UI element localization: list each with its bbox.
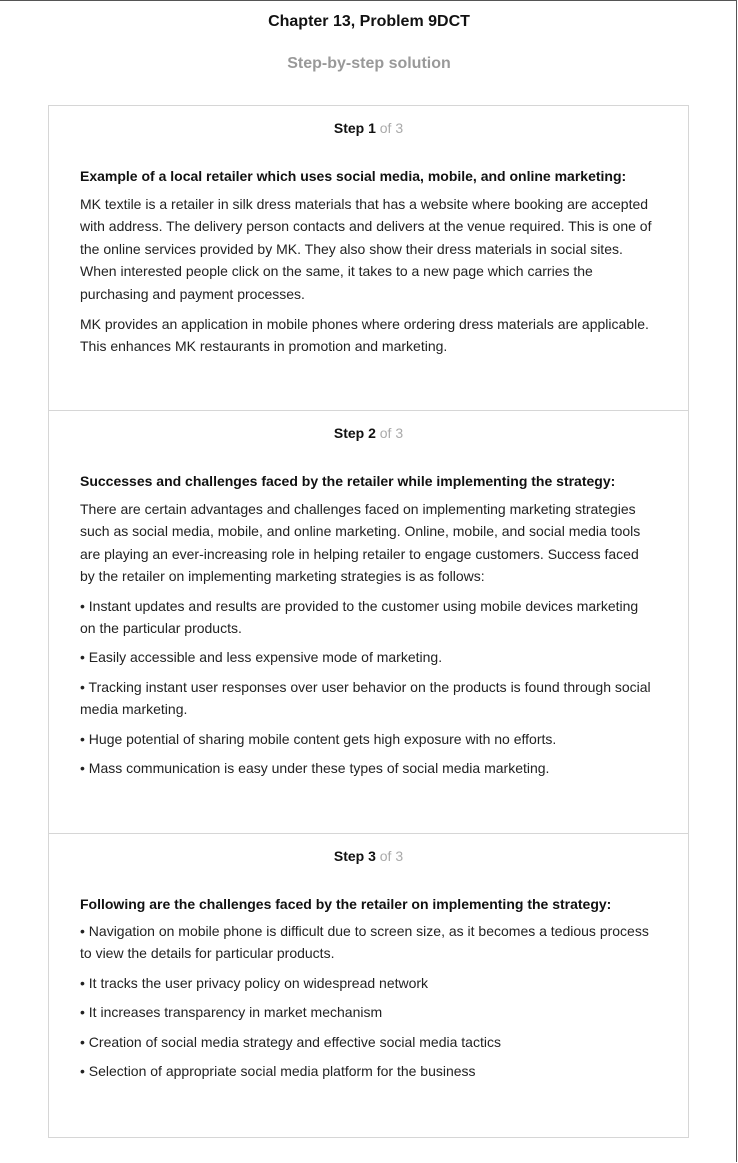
- step-paragraph: There are certain advantages and challenges faced on implementing marketing strategies such as social media, mobile, and online marketing. Online, mobile, and social media tools are playing an ever-increasing role in helping retailer to engage customers. Success faced by the retailer on implementing marketing strategies is as follows:: [80, 501, 641, 585]
- step-label: Step 3: [333, 848, 376, 864]
- step-heading: Successes and challenges faced by the retailer while implementing the strategy:: [80, 473, 616, 489]
- step-header: [80, 120, 657, 140]
- step-count: of 3: [379, 120, 404, 136]
- step-count: of 3: [379, 425, 404, 441]
- step-2: [49, 411, 688, 834]
- step-3: [49, 834, 688, 1137]
- bullet-item: • Mass communication is easy under these types of social media marketing.: [80, 760, 550, 777]
- bullet-item: • Easily accessible and less expensive mode of marketing.: [80, 649, 443, 666]
- step-label: Step 1: [333, 120, 376, 136]
- bullet-item: • Tracking instant user responses over user behavior on the products is found through social media marketing.: [80, 678, 651, 718]
- step-heading: Example of a local retailer which uses social media, mobile, and online marketing:: [80, 168, 627, 184]
- bullet-item: • Navigation on mobile phone is difficult due to screen size, as it becomes a tedious process to view the details for particular products.: [80, 923, 649, 962]
- solution-steps: [48, 105, 689, 1138]
- step-1: [49, 106, 688, 411]
- bullet-item: • Selection of appropriate social media platform for the business: [80, 1063, 476, 1080]
- step-paragraph: MK provides an application in mobile phones where ordering dress materials are applicable. This enhances MK restaurants in promotion and marketing.: [80, 316, 649, 355]
- page-title: Chapter 13, Problem 9DCT: [268, 13, 470, 30]
- step-count: of 3: [379, 848, 404, 864]
- bullet-item: • Instant updates and results are provided to the customer using mobile devices marketing on the particular products.: [80, 597, 639, 637]
- step-heading: Following are the challenges faced by the retailer on implementing the strategy:: [80, 896, 612, 912]
- bullet-item: • It increases transparency in market mechanism: [80, 1004, 383, 1021]
- page-subtitle: Step-by-step solution: [287, 55, 451, 72]
- bullet-item: • It tracks the user privacy policy on widespread network: [80, 974, 429, 991]
- step-paragraph: MK textile is a retailer in silk dress materials that has a website where booking are accepted with address. The delivery person contacts and delivers at the venue required. This is one of the online services provided by MK. They also show their dress materials in social sites. When interested people click on the same, it takes to a new page which carries the purchasing and payment processes.: [80, 196, 652, 302]
- step-label: Step 2: [333, 425, 376, 441]
- step-header: [80, 848, 657, 868]
- bullet-item: • Huge potential of sharing mobile content gets high exposure with no efforts.: [80, 730, 557, 747]
- step-header: [80, 425, 657, 445]
- bullet-item: • Creation of social media strategy and effective social media tactics: [80, 1033, 501, 1050]
